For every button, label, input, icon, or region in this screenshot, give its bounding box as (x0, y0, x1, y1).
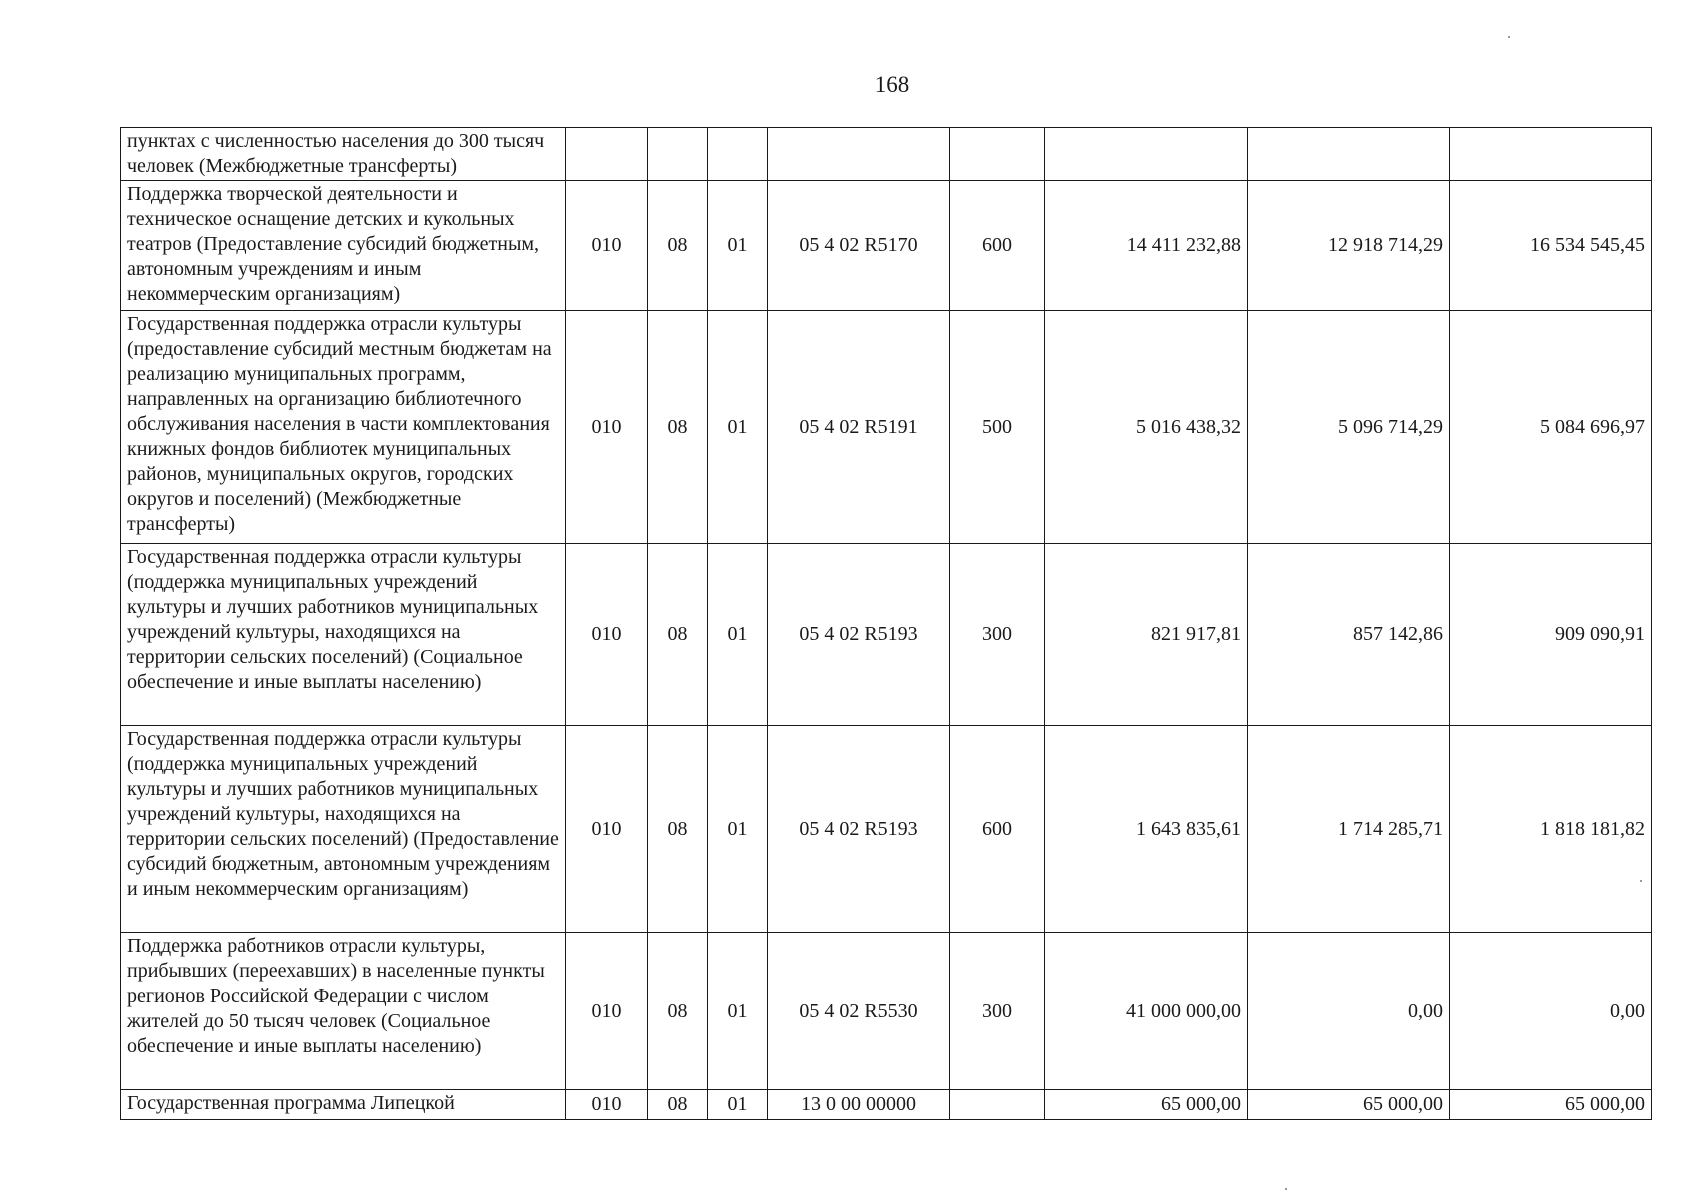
row-description: Государственная поддержка отрасли культуры (предоставление субсидий местным бюджетам на реализацию муниципальных программ, направленных на организацию библиотечного обслуживания населения в части комплектования книжных фондов библиотек муниципальных районов, муниципальных округов, городских округов и поселений) (Межбюджетные трансферты) (121, 311, 566, 544)
amount-year-3: 0,00 (1450, 933, 1652, 1090)
table-row (121, 128, 1652, 181)
ministry-code (566, 128, 648, 181)
amount-year-3: 65 000,00 (1450, 1090, 1652, 1120)
amount-year-1: 41 000 000,00 (1045, 933, 1248, 1090)
ministry-code: 010 (566, 933, 648, 1090)
subsection-code: 01 (708, 933, 768, 1090)
subsection-code (708, 128, 768, 181)
amount-year-2: 12 918 714,29 (1248, 181, 1450, 311)
expense-type-code: 300 (950, 933, 1045, 1090)
amount-year-3 (1450, 128, 1652, 181)
target-article-code: 05 4 02 R5193 (768, 544, 950, 726)
row-description: Поддержка работников отрасли культуры, прибывших (переехавших) в населенные пункты регионов Российской Федерации с числом жителей до 50 тысяч человек (Социальное обеспечение и иные выплаты населению) (121, 933, 566, 1090)
amount-year-1: 14 411 232,88 (1045, 181, 1248, 311)
expense-type-code: 600 (950, 181, 1045, 311)
section-code: 08 (648, 311, 708, 544)
amount-year-3: 1 818 181,82 (1450, 726, 1652, 933)
section-code (648, 128, 708, 181)
amount-year-2: 65 000,00 (1248, 1090, 1450, 1120)
target-article-code (768, 128, 950, 181)
section-code: 08 (648, 1090, 708, 1120)
scan-speck (1640, 880, 1642, 882)
expense-type-code: 600 (950, 726, 1045, 933)
amount-year-2: 857 142,86 (1248, 544, 1450, 726)
table-row (121, 933, 1652, 1090)
subsection-code: 01 (708, 181, 768, 311)
table-row (121, 1090, 1652, 1120)
expense-type-code: 500 (950, 311, 1045, 544)
scan-speck (1285, 1188, 1287, 1190)
row-description: Поддержка творческой деятельности и техническое оснащение детских и кукольных театров (Предоставление субсидий бюджетным, автономным учреждениям и иным некоммерческим организациям) (121, 181, 566, 311)
ministry-code: 010 (566, 181, 648, 311)
subsection-code: 01 (708, 544, 768, 726)
scan-speck (1508, 36, 1510, 38)
target-article-code: 05 4 02 R5193 (768, 726, 950, 933)
expense-type-code: 300 (950, 544, 1045, 726)
amount-year-2: 0,00 (1248, 933, 1450, 1090)
ministry-code: 010 (566, 544, 648, 726)
target-article-code: 13 0 00 00000 (768, 1090, 950, 1120)
ministry-code: 010 (566, 726, 648, 933)
ministry-code: 010 (566, 1090, 648, 1120)
subsection-code: 01 (708, 726, 768, 933)
amount-year-3: 909 090,91 (1450, 544, 1652, 726)
ministry-code: 010 (566, 311, 648, 544)
amount-year-2 (1248, 128, 1450, 181)
subsection-code: 01 (708, 1090, 768, 1120)
section-code: 08 (648, 544, 708, 726)
target-article-code: 05 4 02 R5170 (768, 181, 950, 311)
table-row (121, 311, 1652, 544)
amount-year-1: 1 643 835,61 (1045, 726, 1248, 933)
row-description: пунктах с численностью населения до 300 тысяч человек (Межбюджетные трансферты) (121, 128, 566, 181)
target-article-code: 05 4 02 R5530 (768, 933, 950, 1090)
subsection-code: 01 (708, 311, 768, 544)
expense-type-code (950, 1090, 1045, 1120)
section-code: 08 (648, 933, 708, 1090)
row-description: Государственная поддержка отрасли культуры (поддержка муниципальных учреждений культуры и лучших работников муниципальных учреждений культуры, находящихся на территории сельских поселений) (Социальное обеспечение и иные выплаты населению) (121, 544, 566, 726)
amount-year-1 (1045, 128, 1248, 181)
target-article-code: 05 4 02 R5191 (768, 311, 950, 544)
amount-year-1: 821 917,81 (1045, 544, 1248, 726)
amount-year-1: 65 000,00 (1045, 1090, 1248, 1120)
amount-year-2: 5 096 714,29 (1248, 311, 1450, 544)
table-row (121, 726, 1652, 933)
section-code: 08 (648, 181, 708, 311)
amount-year-3: 5 084 696,97 (1450, 311, 1652, 544)
section-code: 08 (648, 726, 708, 933)
amount-year-1: 5 016 438,32 (1045, 311, 1248, 544)
table-row (121, 181, 1652, 311)
expense-type-code (950, 128, 1045, 181)
amount-year-3: 16 534 545,45 (1450, 181, 1652, 311)
row-description: Государственная поддержка отрасли культуры (поддержка муниципальных учреждений культуры и лучших работников муниципальных учреждений культуры, находящихся на территории сельских поселений) (Предоставление субсидий бюджетным, автономным учреждениям и иным некоммерческим организациям) (121, 726, 566, 933)
budget-table (120, 127, 1652, 1120)
amount-year-2: 1 714 285,71 (1248, 726, 1450, 933)
page-number: 168 (874, 72, 910, 97)
table-row (121, 544, 1652, 726)
row-description: Государственная программа Липецкой (121, 1090, 566, 1120)
